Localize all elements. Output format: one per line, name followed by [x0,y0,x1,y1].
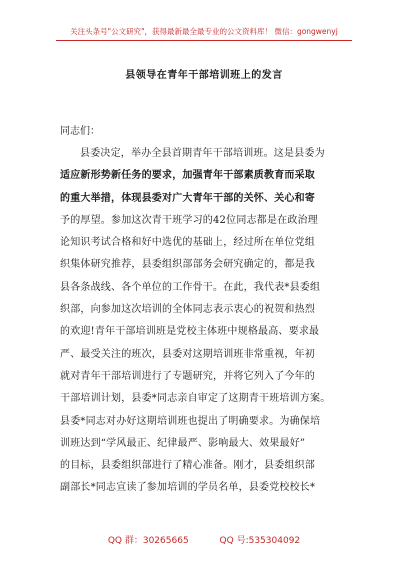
document-body [60,143,350,500]
body-line: 严、最受关注的班次，县委对这期培训班非常重视，年初 [60,348,315,360]
body-line: 的欢迎!青年干部培训班是党校主体班中规格最高、要求最 [60,326,320,338]
body-line: 县委*同志对办好这期培训班也提出了明确要求。为确保培 [60,415,321,427]
body-line: 的目标，县委组织部进行了精心准备。刚才，县委组织部 [60,460,315,472]
header-note: 关注头条号"公文研究"，获得最新最全最专业的公文资料库！ 微信：gongwenyj [70,27,338,36]
body-line: 县各条战线、各个单位的工作骨干。在此，我代表*县委组 [60,281,321,293]
footer-qq-group: QQ 群：30265665 [107,536,189,546]
body-line: 副部长*同志宣读了参加培训的学员名单，县委党校校长* [60,482,316,494]
footer [0,533,408,546]
body-line: 的重大举措，体现县委对广大青年干部的关怀、关心和寄 [60,192,315,204]
body-line: 予的厚望。参加这次青干班学习的42位同志都是在政治理 [60,214,318,226]
header-divider [56,40,352,41]
body-line: 就对青年干部培训进行了专题研究，并将它列入了今年的 [60,370,315,382]
body-line: 织集体研究推荐，县委组织部部务会研究确定的，都是我 [60,259,315,271]
footer-qq-number: QQ 号:535304092 [219,536,301,546]
body-line: 论知识考试合格和好中选优的基础上，经过所在单位党组 [60,237,315,249]
body-line: 训班达到“学风最正、纪律最严、影响最大、效果最好” [60,437,306,449]
body-line: 县委决定，举办全县首期青年干部培训班。这是县委为 [80,148,325,159]
body-line: 织部，向参加这次培训的全体同志表示衷心的祝贺和热烈 [60,304,315,316]
document-title: 县领导在青年干部培训班上的发言 [125,70,283,81]
body-line: 适应新形势新任务的要求，加强青年干部素质教育而采取 [60,170,315,182]
salutation: 同志们： [60,126,100,137]
body-line: 干部培训计划，县委*同志亲自审定了这期青干班培训方案。 [60,393,331,405]
